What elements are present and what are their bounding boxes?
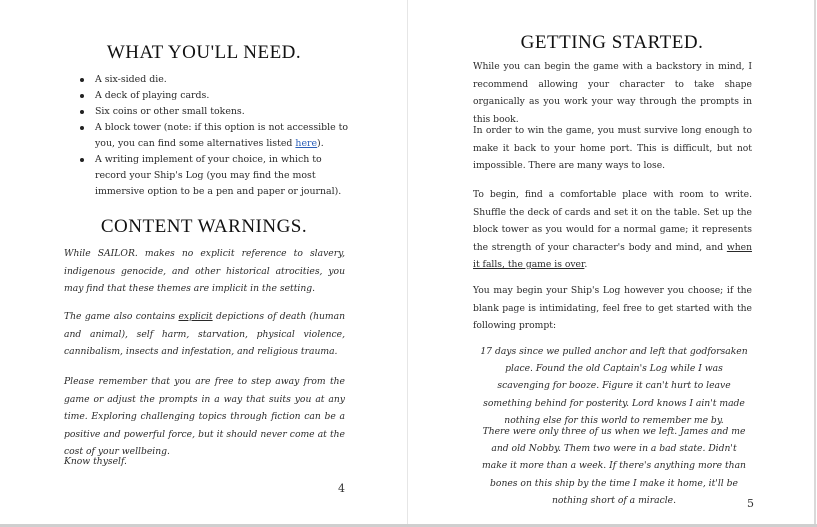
page-number: 5	[747, 497, 754, 510]
right-page	[408, 0, 817, 527]
content-warnings-heading: CONTENT WARNINGS.	[100, 216, 308, 237]
explicit-underlined: explicit	[178, 311, 213, 322]
block-tower-text: A block tower (note: if this option is not accessible to you, you can find some alternatives listed	[95, 122, 349, 149]
warning-paragraph: Please remember that you are free to step away from the game or adjust the prompts in a way that suits you at any time. Exploring challenging topics through fiction can be a positive and powerful force, but it should never come at the cost of your wellbeing.	[64, 376, 345, 457]
list-item: Six coins or other small tokens.	[80, 104, 350, 120]
alternatives-link[interactable]: here	[295, 138, 318, 149]
paragraph: While you can begin the game with a backstory in mind, I recommend allowing your character to take shape organically as you work your way through the prompts in this book.	[473, 61, 752, 125]
warning-text: The game also contains	[64, 311, 179, 322]
paragraph-block-tower	[473, 186, 752, 274]
page-number: 4	[338, 482, 345, 495]
what-youll-need-heading: WHAT YOU'LL NEED.	[106, 42, 302, 63]
getting-started-heading: GETTING STARTED.	[520, 32, 704, 53]
block-tower-text-end: ).	[317, 138, 324, 149]
left-page	[0, 0, 408, 527]
paragraph: You may begin your Ship's Log however you choose; if the blank page is intimidating, feel free to get started with the following prompt:	[473, 285, 752, 331]
log-prompt-quote: 17 days since we pulled anchor and left that godforsaken place. Found the old Captain's Log while I was scavenging for booze. Figure it can't hurt to leave something behind for posterity. Lord knows I ain't made nothing else for this world to remember me by.	[480, 346, 748, 426]
game-over-underlined: when it falls, the game is over	[473, 241, 752, 270]
list-item-block-tower	[80, 120, 350, 152]
know-thyself: Know thyself.	[64, 456, 127, 467]
warning-text-end: depictions of death (human and animal), self harm, starvation, physical violence, cannibalism, insects and infestation, and religious trauma.	[64, 311, 346, 357]
paragraph-text-end: .	[584, 259, 588, 270]
list-item: A six-sided die.	[80, 72, 350, 88]
log-prompt-quote: There were only three of us when we left. James and me and old Nobby. Them two were in a bad state. Didn't make it more than a week. If there's anything more than bones on this ship by the time I make it home, it'll be nothing short of a miracle.	[482, 426, 746, 506]
list-item: A writing implement of your choice, in which to record your Ship's Log (you may find the most immersive option to be a pen and paper or journal).	[80, 152, 350, 200]
warning-paragraph-explicit	[64, 308, 345, 361]
needs-list	[80, 72, 350, 200]
paragraph: In order to win the game, you must survive long enough to make it back to your home port. This is difficult, but not impossible. There are many ways to lose.	[473, 125, 752, 171]
warning-paragraph: While SAILOR. makes no explicit reference to slavery, indigenous genocide, and other historical atrocities, you may find that these themes are implicit in the setting.	[64, 248, 345, 294]
right-edge-border	[814, 0, 816, 527]
paragraph-text: To begin, find a comfortable place with room to write. Shuffle the deck of cards and set it on the table. Set up the block tower as you would for a normal game; it represents the strength of your character's body and mind, and	[473, 189, 752, 253]
list-item: A deck of playing cards.	[80, 88, 350, 104]
